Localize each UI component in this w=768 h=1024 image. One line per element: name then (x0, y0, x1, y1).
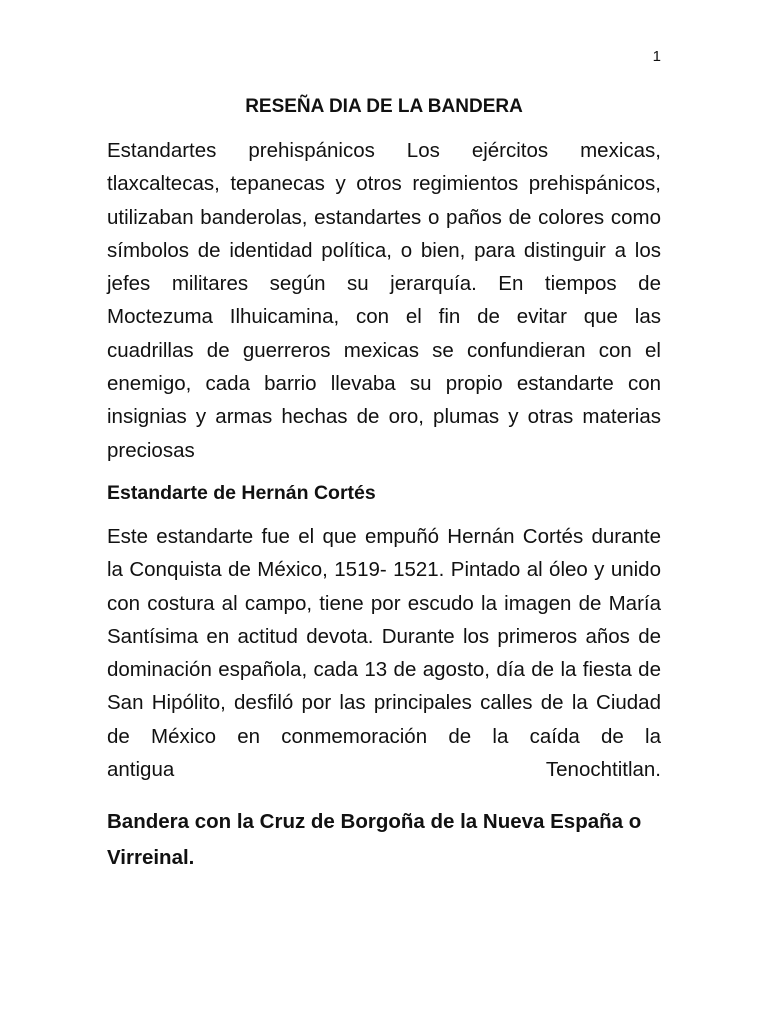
paragraph-estandartes-prehispanicos: Estandartes prehispánicos Los ejércitos mexicas, tlaxcaltecas, tepanecas y otros regimientos prehispánicos, utilizaban banderolas, estandartes o paños de colores como símbolos de identidad política, o bien, para distinguir a los jefes militares según su jerarquía. En tiempos de Moctezuma Ilhuicamina, con el fin de evitar que las cuadrillas de guerreros mexicas se confundieran con el enemigo, cada barrio llevaba su propio estandarte con insignias y armas hechas de oro, plumas y otras materias preciosas (107, 139, 661, 462)
section-heading-bandera-virreinal: Bandera con la Cruz de Borgoña de la Nueva España o Virreinal. (107, 810, 642, 870)
section-heading-estandarte-cortes: Estandarte de Hernán Cortés (107, 481, 376, 504)
last-line-left-word: antigua (107, 758, 175, 782)
paragraph-last-line (107, 753, 661, 786)
document-title: RESEÑA DIA DE LA BANDERA (245, 96, 523, 117)
paragraph-estandarte-cortes-text: Este estandarte fue el que empuñó Hernán Cortés durante la Conquista de México, 1519- 1521. Pintado al óleo y unido con costura al campo, tiene por escudo la imagen de María Santísima en actitud devota. Durante los primeros años de dominación española, cada 13 de agosto, día de la fiesta de San Hipólito, desfiló por las principales calles de la Ciudad de México en conmemoración de la caída de la (107, 524, 661, 748)
page-number: 1 (652, 48, 661, 65)
document-body (107, 90, 661, 876)
paragraph-estandarte-cortes (107, 520, 661, 786)
last-line-right-word: Tenochtitlan. (545, 758, 661, 782)
